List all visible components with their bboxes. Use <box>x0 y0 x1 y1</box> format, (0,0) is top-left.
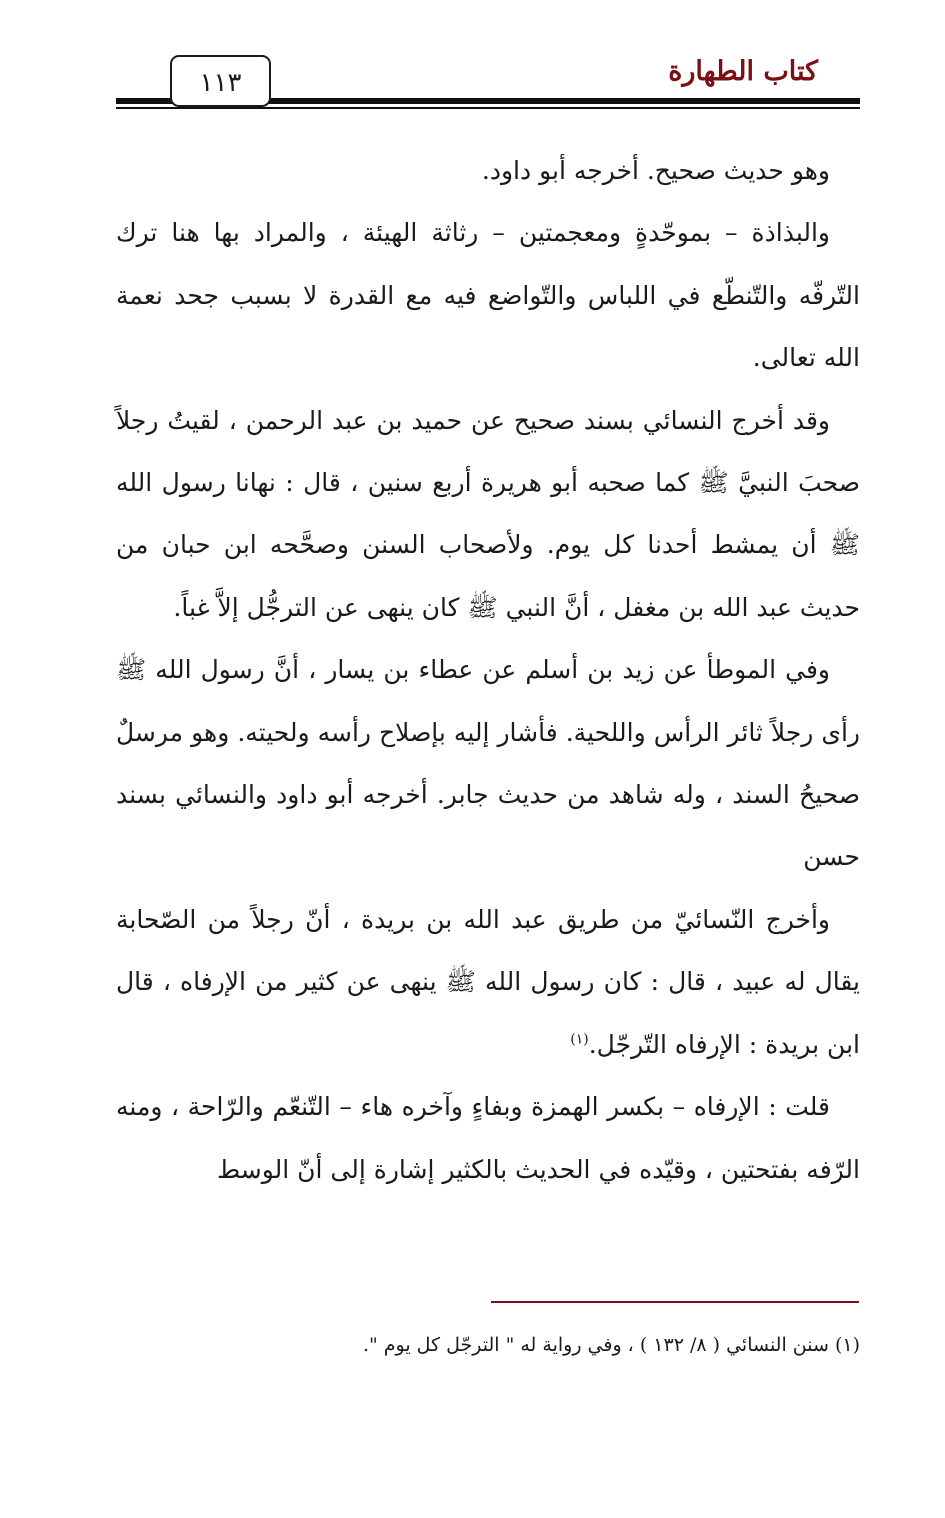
paragraph-6: قلت : الإرفاه – بكسر الهمزة وبفاءٍ وآخره هاء – التّنعّم والرّاحة ، ومنه الرّفه بفتحتين ، وقيّده في الحديث بالكثير إشارة إلى أنّ الوسط <box>116 1092 860 1184</box>
footnote-ref-1[interactable]: (١) <box>570 1031 589 1048</box>
paragraph-4: وفي الموطأ عن زيد بن أسلم عن عطاء بن يسار ، أنَّ رسول الله ﷺ رأى رجلاً ثائر الرأس واللحية. فأشار إليه بإصلاح رأسه ولحيته. وهو مرسلٌ صحيحُ السند ، وله شاهد من حديث جابر. أخرجه أبو داود والنسائي بسند حسن <box>116 655 860 872</box>
paragraph-1: وهو حديث صحيح. أخرجه أبو داود. <box>481 156 830 185</box>
paragraph-2: والبذاذة – بموحّدةٍ ومعجمتين – رثاثة الهيئة ، والمراد بها هنا ترك التّرفّه والتّنطّع في اللباس والتّواضع فيه مع القدرة لا بسبب جحد نعمة الله تعالى. <box>116 218 860 373</box>
footnotes <box>116 1328 860 1362</box>
paragraph-5-text: وأخرج النّسائيّ من طريق عبد الله بن بريدة ، أنّ رجلاً من الصّحابة يقال له عبيد ، قال : كان رسول الله ﷺ ينهى عن كثير من الإرفاه ، قال ابن بريدة : الإرفاه التّرجّل. <box>116 904 860 1059</box>
paragraph-5 <box>116 889 860 1076</box>
page-number: ١١٣ <box>170 55 271 107</box>
book-title: كتاب الطهارة <box>668 56 818 87</box>
footnote-1: (١) سنن النسائي ( ٨/ ١٣٢ ) ، وفي رواية له " الترجّل كل يوم ". <box>362 1334 860 1356</box>
footnote-divider <box>491 1301 859 1303</box>
main-text <box>116 140 860 1201</box>
paragraph-3: وقد أخرج النسائي بسند صحيح عن حميد بن عبد الرحمن ، لقيتُ رجلاً صحبَ النبيَّ ﷺ كما صحبه أبو هريرة أربع سنين ، قال : نهانا رسول الله ﷺ أن يمشط أحدنا كل يوم. ولأصحاب السنن وصحَّحه ابن حبان من حديث عبد الله بن مغفل ، أنَّ النبي ﷺ كان ينهى عن الترجُّل إلاَّ غباً. <box>116 405 860 622</box>
page-header <box>116 52 860 112</box>
